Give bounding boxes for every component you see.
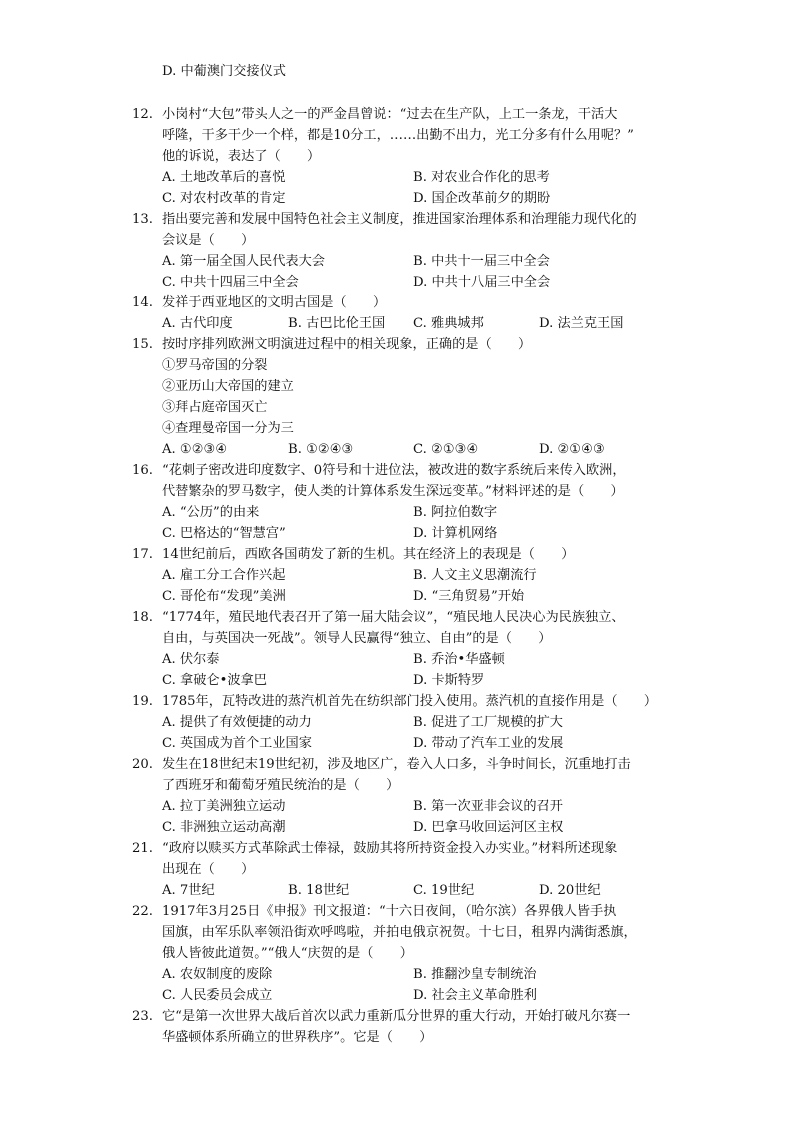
question-17-option-d: D. “三角贸易”开始 — [413, 589, 525, 604]
question-number-20: 20. — [132, 757, 153, 772]
question-16-option-c: C. 巴格达的“智慧宫” — [162, 526, 286, 541]
question-15-option-a: A. ①②③④ — [162, 442, 228, 457]
question-number-17: 17. — [132, 547, 153, 562]
question-13-option-c: C. 中共十四届三中全会 — [162, 275, 299, 290]
question-22-option-d: D. 社会主义革命胜利 — [413, 988, 537, 1003]
option-d-q11: D. 中葡澳门交接仪式 — [162, 64, 286, 79]
question-18-text-line-1: “1774年，殖民地代表召开了第一届大陆会议”，“殖民地人民决心为民族独立、 — [162, 610, 625, 625]
question-18-option-b: B. 乔治•华盛顿 — [413, 652, 505, 667]
question-16-option-b: B. 阿拉伯数字 — [413, 505, 498, 520]
question-number-21: 21. — [132, 841, 153, 856]
question-16-text-line-1: “花刺子密改进印度数字、0符号和十进位法，被改进的数字系统后来传入欧洲， — [162, 463, 626, 478]
question-13-text-line-2: 会议是（ ） — [162, 233, 255, 248]
question-21-option-d: D. 20世纪 — [539, 883, 601, 898]
question-13-option-d: D. 中共十八届三中全会 — [413, 275, 551, 290]
question-20-text-line-1: 发生在18世纪末19世纪初，涉及地区广，卷入人口多，斗争时间长，沉重地打击 — [162, 757, 631, 772]
question-13-text-line-1: 指出要完善和发展中国特色社会主义制度，推进国家治理体系和治理能力现代化的 — [162, 212, 637, 227]
question-23-text-line-2: 华盛顿体系所确立的世界秩序”。它是（ ） — [162, 1030, 433, 1045]
question-12-option-b: B. 对农业合作化的思考 — [413, 170, 550, 185]
question-12-text-line-1: 小岗村“大包”带头人之一的严金昌曾说：“过去在生产队，上工一条龙，干活大 — [162, 107, 618, 122]
question-12-text-line-2: 呼隆，干多干少一个样，都是10分工，……出勤不出力，光工分多有什么用呢？” — [162, 128, 634, 143]
question-15-option-d: D. ②①④③ — [539, 442, 605, 457]
question-12-option-d: D. 国企改革前夕的期盼 — [413, 191, 551, 206]
question-16-option-d: D. 计算机网络 — [413, 526, 498, 541]
question-14-option-a: A. 古代印度 — [162, 316, 233, 331]
question-22-text-line-2: 国旗，由军乐队率领沿街欢呼鸣啦，并拍电俄京祝贺。十七日，租界内满街悉旗， — [162, 925, 637, 940]
question-22-option-a: A. 农奴制度的废除 — [162, 967, 273, 982]
question-20-option-b: B. 第一次亚非会议的召开 — [413, 799, 563, 814]
question-15-item-2: ②亚历山大帝国的建立 — [162, 379, 294, 394]
question-22-text-line-1: 1917年3月25日《申报》刊文报道：“十六日夜间，（哈尔滨）各界俄人皆手执 — [162, 904, 617, 919]
question-23-text-line-1: 它“是第一次世界大战后首次以武力重新瓜分世界的重大行动，开始打破凡尔赛一 — [162, 1009, 631, 1024]
question-15-option-b: B. ①②④③ — [288, 442, 354, 457]
question-15-item-3: ③拜占庭帝国灭亡 — [162, 400, 268, 415]
question-number-18: 18. — [132, 610, 153, 625]
question-21-option-c: C. 19世纪 — [413, 883, 475, 898]
question-20-option-a: A. 拉丁美洲独立运动 — [162, 799, 286, 814]
question-15-option-c: C. ②①③④ — [413, 442, 479, 457]
question-12-option-a: A. 土地改革后的喜悦 — [162, 170, 286, 185]
question-21-option-b: B. 18世纪 — [288, 883, 350, 898]
question-number-23: 23. — [132, 1009, 153, 1024]
question-20-text-line-2: 了西班牙和葡萄牙殖民统治的是（ ） — [162, 778, 400, 793]
question-number-22: 22. — [132, 904, 153, 919]
question-21-text-line-1: “政府以赎买方式革除武士俸禄，鼓励其将所持资金投入办实业。”材料所述现象 — [162, 841, 618, 856]
question-22-option-b: B. 推翻沙皇专制统治 — [413, 967, 537, 982]
question-18-option-a: A. 伏尔泰 — [162, 652, 220, 667]
question-15-item-1: ①罗马帝国的分裂 — [162, 358, 268, 373]
question-19-option-b: B. 促进了工厂规模的扩大 — [413, 715, 563, 730]
question-17-option-c: C. 哥伦布“发现”美洲 — [162, 589, 286, 604]
question-15-item-4: ④查理曼帝国一分为三 — [162, 421, 294, 436]
question-21-option-a: A. 7世纪 — [162, 883, 215, 898]
question-21-text-line-2: 出现在（ ） — [162, 862, 255, 877]
question-number-13: 13. — [132, 212, 153, 227]
question-16-option-a: A. “公历”的由来 — [162, 505, 260, 520]
question-19-text: 1785年，瓦特改进的蒸汽机首先在纺织部门投入使用。蒸汽机的直接作用是（ ） — [162, 694, 658, 709]
question-number-16: 16. — [132, 463, 153, 478]
question-22-option-c: C. 人民委员会成立 — [162, 988, 273, 1003]
question-19-option-c: C. 英国成为首个工业国家 — [162, 736, 312, 751]
question-15-text: 按时序排列欧洲文明演进过程中的相关现象，正确的是（ ） — [162, 337, 532, 352]
question-18-option-d: D. 卡斯特罗 — [413, 673, 485, 688]
question-16-text-line-2: 代替繁杂的罗马数字，使人类的计算体系发生深远变革。”材料评述的是（ ） — [162, 484, 624, 499]
question-17-text: 14世纪前后，西欧各国萌发了新的生机。其在经济上的表现是（ ） — [162, 547, 575, 562]
question-17-option-a: A. 雇工分工合作兴起 — [162, 568, 286, 583]
question-number-19: 19. — [132, 694, 153, 709]
question-18-option-c: C. 拿破仑•波拿巴 — [162, 673, 267, 688]
question-14-option-b: B. 古巴比伦王国 — [288, 316, 386, 331]
question-19-option-d: D. 带动了汽车工业的发展 — [413, 736, 564, 751]
question-17-option-b: B. 人文主义思潮流行 — [413, 568, 537, 583]
question-number-14: 14. — [132, 295, 153, 310]
question-18-text-line-2: 自由，与英国决一死战”。领导人民赢得“独立、自由”的是（ ） — [162, 631, 552, 646]
question-number-12: 12. — [132, 107, 153, 122]
question-13-option-b: B. 中共十一届三中全会 — [413, 254, 550, 269]
question-20-option-d: D. 巴拿马收回运河区主权 — [413, 820, 564, 835]
question-14-text: 发祥于西亚地区的文明古国是（ ） — [162, 295, 387, 310]
question-number-15: 15. — [132, 337, 153, 352]
question-12-text-line-3: 他的诉说，表达了（ ） — [162, 149, 321, 164]
question-12-option-c: C. 对农村改革的肯定 — [162, 191, 286, 206]
question-14-option-c: C. 雅典城邦 — [413, 316, 484, 331]
question-22-text-line-3: 俄人皆彼此道贺。”“俄人“庆贺的是（ ） — [162, 946, 413, 961]
question-19-option-a: A. 提供了有效便捷的动力 — [162, 715, 312, 730]
question-14-option-d: D. 法兰克王国 — [539, 316, 624, 331]
question-20-option-c: C. 非洲独立运动高潮 — [162, 820, 286, 835]
question-13-option-a: A. 第一届全国人民代表大会 — [162, 254, 325, 269]
